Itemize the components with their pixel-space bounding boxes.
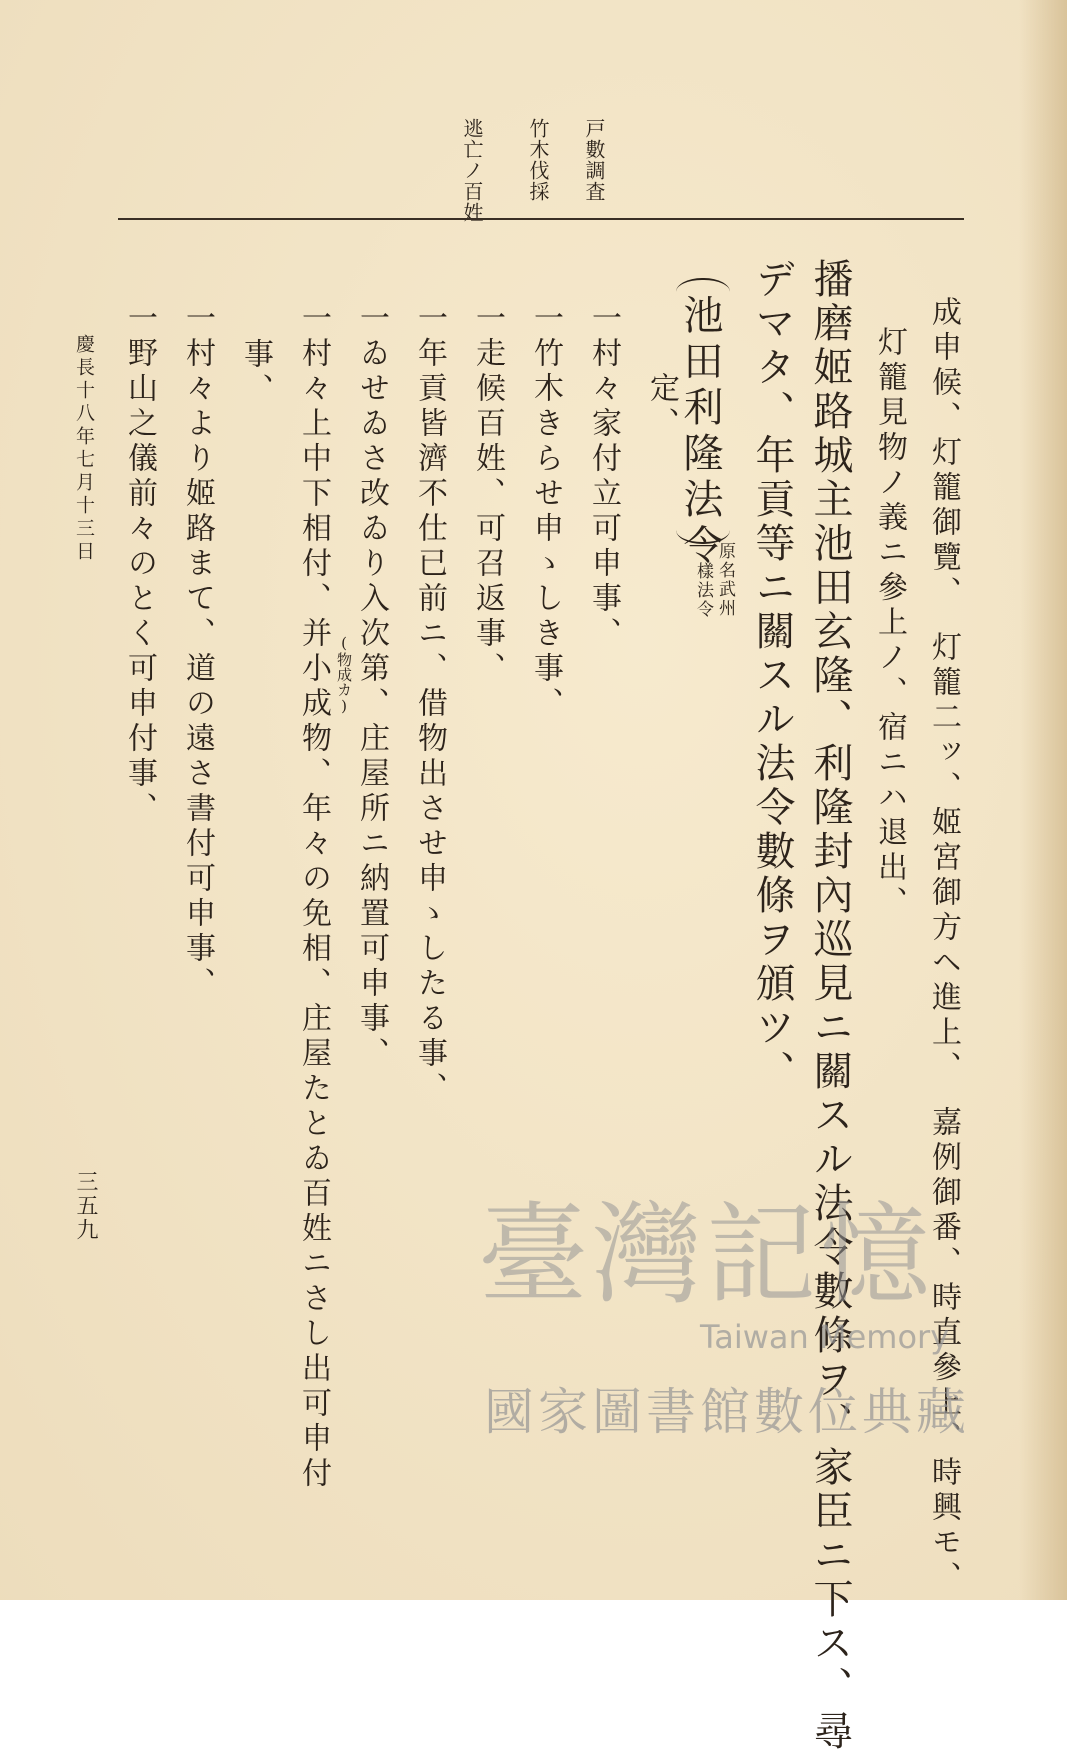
watermark-english: Taiwan Memory: [700, 1318, 950, 1356]
header-rule: [118, 218, 964, 220]
watermark-subtitle: 國家圖書館數位典藏: [484, 1383, 970, 1441]
text-line-13: 一村々より姬路まて、道の遠さ書付可申事、: [180, 302, 215, 1002]
margin-note-bamboo: 竹木伐採: [526, 118, 550, 202]
margin-note-census: 戸數調査: [582, 118, 606, 202]
source-note-1: 原名武州: [715, 542, 735, 618]
text-line-7: 一竹木きらせ申ゝしき事、: [528, 302, 563, 722]
watermark-logo: 臺灣記憶: [478, 1191, 934, 1319]
text-line-10: 一ゐせゐさ改ゐり入次第、庄屋所ニ納置可申事、: [354, 302, 389, 1072]
text-line-8: 一走候百姓、可召返事、: [470, 302, 505, 687]
text-line-14: 一野山之儀前々のとく可申付事、: [122, 302, 157, 827]
text-line-6: 一村々家付立可申事、: [586, 302, 621, 652]
document-date: 慶長十八年七月十三日: [73, 334, 95, 564]
text-line-2: 灯籠見物ノ義ニ參上ノ、宿ニハ退出、: [872, 326, 907, 921]
text-line-12: 事、: [238, 338, 273, 408]
bleed-through-text: [900, 880, 928, 1174]
margin-note-fugitive: 逃亡ノ百姓: [460, 118, 484, 223]
heading-title: 池田利隆法令: [677, 294, 723, 570]
heading-bracket: [676, 278, 730, 570]
text-line-9: 一年貢皆濟不仕已前ニ、借物出させ申ゝしたる事、: [412, 302, 447, 1107]
inline-note: (物成カ): [335, 634, 353, 715]
text-line-11: 一村々上中下相付、并小成物、年々の免相、庄屋たとゐ百姓ニさし出可申付: [296, 302, 331, 1492]
text-line-3: 播磨姬路城主池田玄隆、利隆封內巡見ニ關スル法令數條ヲ、家臣ニ下ス、尋: [807, 258, 853, 1754]
text-line-1: 成申候、灯籠御覽、 灯籠二ッ、姬宮御方ヘ進上、 嘉例御番、時直參上、時興モ、: [926, 296, 961, 1596]
page-number: 三五九: [73, 1170, 98, 1242]
source-note-2: 樣法令: [693, 562, 713, 619]
text-line-4: デマタ、年貢等ニ關スル法令數條ヲ頒ツ、: [749, 258, 795, 1094]
text-line-5: 定、: [644, 372, 679, 442]
